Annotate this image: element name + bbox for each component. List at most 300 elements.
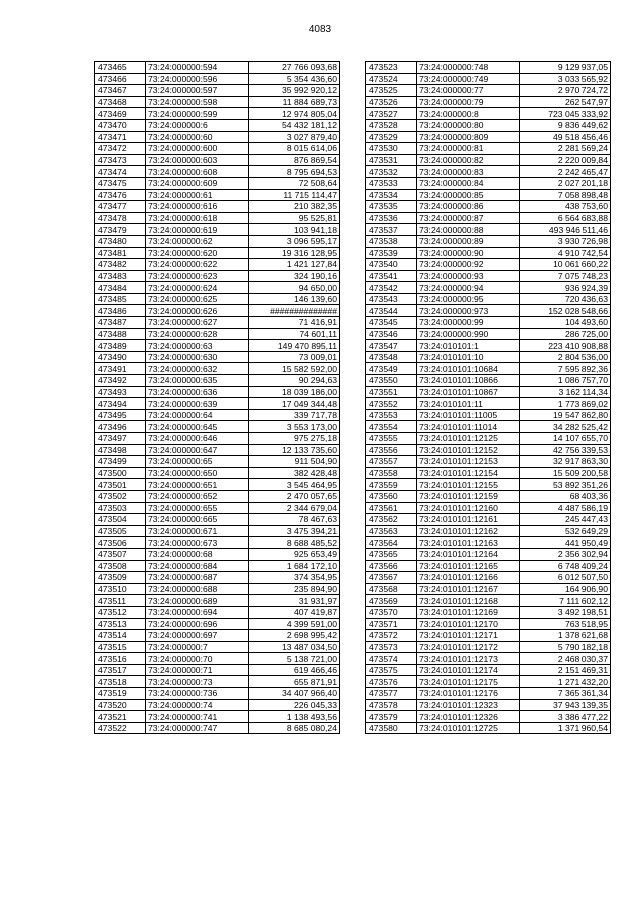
cadastral-number-cell: 73:24:000000:61 (146, 189, 249, 201)
cadastral-number-cell: 73:24:000000:618 (146, 212, 249, 224)
row-number-cell: 473507 (95, 548, 146, 560)
table-row (95, 421, 340, 433)
cadastral-number-cell: 73:24:010101:12171 (417, 630, 520, 642)
row-number-cell: 473575 (366, 664, 417, 676)
table-row (366, 711, 611, 723)
row-number-cell: 473567 (366, 572, 417, 584)
table-row (366, 212, 611, 224)
cadastral-number-cell: 73:24:000000:689 (146, 595, 249, 607)
table-row (95, 444, 340, 456)
cadastral-number-cell: 73:24:000000:696 (146, 618, 249, 630)
row-number-cell: 473555 (366, 433, 417, 445)
value-cell: 2 804 536,00 (520, 351, 611, 363)
value-cell: 34 282 525,42 (520, 421, 611, 433)
value-cell: 18 039 186,00 (249, 386, 340, 398)
table-row (366, 502, 611, 514)
row-number-cell: 473490 (95, 351, 146, 363)
row-number-cell: 473545 (366, 317, 417, 329)
row-number-cell: 473479 (95, 224, 146, 236)
table-row (366, 282, 611, 294)
row-number-cell: 473559 (366, 479, 417, 491)
value-cell: 493 946 511,46 (520, 224, 611, 236)
table-row (95, 340, 340, 352)
cadastral-number-cell: 73:24:000000:70 (146, 653, 249, 665)
cadastral-number-cell: 73:24:010101:12166 (417, 572, 520, 584)
value-cell: 1 086 757,70 (520, 375, 611, 387)
row-number-cell: 473487 (95, 317, 146, 329)
value-cell: 441 950,49 (520, 537, 611, 549)
table-row (95, 259, 340, 271)
value-cell: 14 107 655,70 (520, 433, 611, 445)
cadastral-number-cell: 73:24:000000:809 (417, 131, 520, 143)
table-row (95, 351, 340, 363)
table-row (95, 375, 340, 387)
table-row (95, 479, 340, 491)
table-row (366, 73, 611, 85)
cadastral-number-cell: 73:24:010101:12152 (417, 444, 520, 456)
table-row (95, 548, 340, 560)
cadastral-number-cell: 73:24:000000:639 (146, 398, 249, 410)
row-number-cell: 473574 (366, 653, 417, 665)
value-cell: 2 970 724,72 (520, 85, 611, 97)
row-number-cell: 473481 (95, 247, 146, 259)
table-row (95, 595, 340, 607)
cadastral-number-cell: 73:24:000000:736 (146, 688, 249, 700)
row-number-cell: 473556 (366, 444, 417, 456)
value-cell: 8 015 614,06 (249, 143, 340, 155)
row-number-cell: 473549 (366, 363, 417, 375)
row-number-cell: 473496 (95, 421, 146, 433)
row-number-cell: 473515 (95, 641, 146, 653)
table-row (366, 606, 611, 618)
value-cell: 19 547 862,80 (520, 409, 611, 421)
value-cell: 149 470 895,11 (249, 340, 340, 352)
value-cell: 245 447,43 (520, 514, 611, 526)
row-number-cell: 473531 (366, 154, 417, 166)
value-cell: 6 564 683,88 (520, 212, 611, 224)
row-number-cell: 473539 (366, 247, 417, 259)
value-cell: 9 129 937,05 (520, 62, 611, 74)
table-row (95, 166, 340, 178)
table-row (366, 351, 611, 363)
cadastral-number-cell: 73:24:010101:12175 (417, 676, 520, 688)
row-number-cell: 473520 (95, 699, 146, 711)
value-cell: 223 410 908,88 (520, 340, 611, 352)
cadastral-number-cell: 73:24:000000:599 (146, 108, 249, 120)
value-cell: 5 790 182,18 (520, 641, 611, 653)
cadastral-number-cell: 73:24:000000:655 (146, 502, 249, 514)
cadastral-number-cell: 73:24:010101:12154 (417, 467, 520, 479)
cadastral-number-cell: 73:24:000000:652 (146, 490, 249, 502)
row-number-cell: 473482 (95, 259, 146, 271)
value-cell: 164 906,90 (520, 583, 611, 595)
value-cell: 4 910 742,54 (520, 247, 611, 259)
row-number-cell: 473537 (366, 224, 417, 236)
row-number-cell: 473535 (366, 201, 417, 213)
row-number-cell: 473525 (366, 85, 417, 97)
cadastral-number-cell: 73:24:010101:12159 (417, 490, 520, 502)
table-row (366, 85, 611, 97)
row-number-cell: 473465 (95, 62, 146, 74)
table-row (366, 699, 611, 711)
row-number-cell: 473510 (95, 583, 146, 595)
row-number-cell: 473570 (366, 606, 417, 618)
row-number-cell: 473471 (95, 131, 146, 143)
cadastral-number-cell: 73:24:000000:8 (417, 108, 520, 120)
cadastral-number-cell: 73:24:000000:7 (146, 641, 249, 653)
value-cell: 3 930 726,98 (520, 235, 611, 247)
cadastral-number-cell: 73:24:000000:647 (146, 444, 249, 456)
row-number-cell: 473557 (366, 456, 417, 468)
value-cell: 925 653,49 (249, 548, 340, 560)
value-cell: 2 356 302,94 (520, 548, 611, 560)
value-cell: 4 487 586,19 (520, 502, 611, 514)
cadastral-number-cell: 73:24:000000:673 (146, 537, 249, 549)
table-row (366, 421, 611, 433)
table-row (366, 386, 611, 398)
row-number-cell: 473483 (95, 270, 146, 282)
table-row (95, 409, 340, 421)
cadastral-number-cell: 73:24:000000:87 (417, 212, 520, 224)
table-row (95, 96, 340, 108)
row-number-cell: 473497 (95, 433, 146, 445)
table-row (366, 363, 611, 375)
value-cell: 3 033 565,92 (520, 73, 611, 85)
table-row (95, 676, 340, 688)
value-cell: 17 049 344,48 (249, 398, 340, 410)
table-row (95, 398, 340, 410)
value-cell: 1 684 172,10 (249, 560, 340, 572)
value-cell: 54 432 181,12 (249, 119, 340, 131)
value-cell: 286 725,00 (520, 328, 611, 340)
value-cell: 876 869,54 (249, 154, 340, 166)
row-number-cell: 473548 (366, 351, 417, 363)
cadastral-number-cell: 73:24:010101:12165 (417, 560, 520, 572)
row-number-cell: 473560 (366, 490, 417, 502)
cadastral-number-cell: 73:24:000000:60 (146, 131, 249, 143)
cadastral-number-cell: 73:24:000000:625 (146, 293, 249, 305)
value-cell: 1 421 127,84 (249, 259, 340, 271)
value-cell: 37 943 139,35 (520, 699, 611, 711)
table-row (95, 630, 340, 642)
row-number-cell: 473511 (95, 595, 146, 607)
row-number-cell: 473508 (95, 560, 146, 572)
cadastral-number-cell: 73:24:000000:650 (146, 467, 249, 479)
value-cell: 438 753,60 (520, 201, 611, 213)
value-cell: 1 773 869,02 (520, 398, 611, 410)
table-row (95, 618, 340, 630)
row-number-cell: 473536 (366, 212, 417, 224)
table-row (366, 62, 611, 74)
table-row (95, 653, 340, 665)
cadastral-number-cell: 73:24:000000:88 (417, 224, 520, 236)
table-row (366, 317, 611, 329)
table-row (366, 433, 611, 445)
value-cell: 2 151 469,31 (520, 664, 611, 676)
value-cell: 2 468 030,37 (520, 653, 611, 665)
row-number-cell: 473519 (95, 688, 146, 700)
value-cell: 27 766 093,68 (249, 62, 340, 74)
table-row (95, 201, 340, 213)
table-row (95, 467, 340, 479)
row-number-cell: 473538 (366, 235, 417, 247)
cadastral-number-cell: 73:24:000000:64 (146, 409, 249, 421)
cadastral-number-cell: 73:24:000000:624 (146, 282, 249, 294)
row-number-cell: 473552 (366, 398, 417, 410)
value-cell: 374 354,95 (249, 572, 340, 584)
table-row (366, 305, 611, 317)
cadastral-number-cell: 73:24:000000:626 (146, 305, 249, 317)
row-number-cell: 473572 (366, 630, 417, 642)
value-cell: 95 525,81 (249, 212, 340, 224)
row-number-cell: 473571 (366, 618, 417, 630)
value-cell: 104 493,60 (520, 317, 611, 329)
cadastral-number-cell: 73:24:010101:10 (417, 351, 520, 363)
value-cell: 146 139,60 (249, 293, 340, 305)
cadastral-number-cell: 73:24:010101:10867 (417, 386, 520, 398)
value-cell: 3 475 394,21 (249, 525, 340, 537)
value-cell: 94 650,00 (249, 282, 340, 294)
row-number-cell: 473468 (95, 96, 146, 108)
table-row (95, 305, 340, 317)
value-cell: 3 162 114,34 (520, 386, 611, 398)
value-cell: 1 271 432,20 (520, 676, 611, 688)
value-cell: 655 871,91 (249, 676, 340, 688)
row-number-cell: 473516 (95, 653, 146, 665)
table-row (95, 560, 340, 572)
row-number-cell: 473528 (366, 119, 417, 131)
row-number-cell: 473475 (95, 177, 146, 189)
cadastral-number-cell: 73:24:000000:645 (146, 421, 249, 433)
row-number-cell: 473478 (95, 212, 146, 224)
cadastral-number-cell: 73:24:000000:65 (146, 456, 249, 468)
cadastral-number-cell: 73:24:000000:94 (417, 282, 520, 294)
value-cell: 71 416,91 (249, 317, 340, 329)
cadastral-number-cell: 73:24:010101:12161 (417, 514, 520, 526)
row-number-cell: 473466 (95, 73, 146, 85)
value-cell: 763 518,95 (520, 618, 611, 630)
cadastral-number-cell: 73:24:010101:1 (417, 340, 520, 352)
cadastral-number-cell: 73:24:010101:12172 (417, 641, 520, 653)
table-row (95, 572, 340, 584)
value-cell: 2 281 569,24 (520, 143, 611, 155)
table-row (366, 572, 611, 584)
row-number-cell: 473523 (366, 62, 417, 74)
cadastral-number-cell: 73:24:000000:77 (417, 85, 520, 97)
row-number-cell: 473513 (95, 618, 146, 630)
value-cell: 7 075 748,23 (520, 270, 611, 282)
cadastral-number-cell: 73:24:000000:627 (146, 317, 249, 329)
table-row (95, 502, 340, 514)
table-row (366, 664, 611, 676)
cadastral-number-cell: 73:24:000000:594 (146, 62, 249, 74)
cadastral-number-cell: 73:24:000000:82 (417, 154, 520, 166)
row-number-cell: 473521 (95, 711, 146, 723)
cadastral-number-cell: 73:24:000000:748 (417, 62, 520, 74)
cadastral-number-cell: 73:24:000000:609 (146, 177, 249, 189)
value-cell: 11 884 689,73 (249, 96, 340, 108)
table-row (366, 630, 611, 642)
value-cell: 7 111 602,12 (520, 595, 611, 607)
cadastral-number-cell: 73:24:000000:630 (146, 351, 249, 363)
cadastral-number-cell: 73:24:000000:973 (417, 305, 520, 317)
cadastral-number-cell: 73:24:010101:12725 (417, 722, 520, 734)
cadastral-number-cell: 73:24:000000:608 (146, 166, 249, 178)
row-number-cell: 473506 (95, 537, 146, 549)
cadastral-number-cell: 73:24:000000:628 (146, 328, 249, 340)
cadastral-number-cell: 73:24:010101:12160 (417, 502, 520, 514)
cadastral-number-cell: 73:24:000000:632 (146, 363, 249, 375)
cadastral-number-cell: 73:24:010101:12162 (417, 525, 520, 537)
cadastral-number-cell: 73:24:000000:635 (146, 375, 249, 387)
table-row (95, 154, 340, 166)
value-cell: 2 470 057,65 (249, 490, 340, 502)
value-cell: 34 407 966,40 (249, 688, 340, 700)
value-cell: 74 601,11 (249, 328, 340, 340)
table-row (95, 711, 340, 723)
row-number-cell: 473484 (95, 282, 146, 294)
cadastral-number-cell: 73:24:000000:597 (146, 85, 249, 97)
value-cell: 407 419,87 (249, 606, 340, 618)
row-number-cell: 473489 (95, 340, 146, 352)
row-number-cell: 473480 (95, 235, 146, 247)
cadastral-number-cell: 73:24:000000:600 (146, 143, 249, 155)
cadastral-number-cell: 73:24:000000:85 (417, 189, 520, 201)
row-number-cell: 473514 (95, 630, 146, 642)
table-row (95, 317, 340, 329)
cadastral-number-cell: 73:24:000000:687 (146, 572, 249, 584)
value-cell: 8 685 080,24 (249, 722, 340, 734)
row-number-cell: 473529 (366, 131, 417, 143)
cadastral-number-cell: 73:24:000000:596 (146, 73, 249, 85)
value-cell: 975 275,18 (249, 433, 340, 445)
row-number-cell: 473576 (366, 676, 417, 688)
cadastral-number-cell: 73:24:010101:12173 (417, 653, 520, 665)
value-cell: 15 582 592,00 (249, 363, 340, 375)
row-number-cell: 473542 (366, 282, 417, 294)
value-cell: 73 009,01 (249, 351, 340, 363)
cadastral-number-cell: 73:24:000000:73 (146, 676, 249, 688)
cadastral-number-cell: 73:24:010101:11005 (417, 409, 520, 421)
table-row (95, 85, 340, 97)
cadastral-number-cell: 73:24:000000:671 (146, 525, 249, 537)
value-cell: 936 924,39 (520, 282, 611, 294)
cadastral-number-cell: 73:24:000000:646 (146, 433, 249, 445)
table-row (95, 525, 340, 537)
value-cell: 911 504,90 (249, 456, 340, 468)
table-row (366, 560, 611, 572)
value-cell: 6 012 507,50 (520, 572, 611, 584)
cadastral-number-cell: 73:24:010101:10866 (417, 375, 520, 387)
table-row (95, 363, 340, 375)
row-number-cell: 473470 (95, 119, 146, 131)
table-row (366, 525, 611, 537)
table-row (366, 444, 611, 456)
cadastral-number-cell: 73:24:000000:747 (146, 722, 249, 734)
value-cell: 3 027 879,40 (249, 131, 340, 143)
value-cell: 11 715 114,47 (249, 189, 340, 201)
cadastral-number-cell: 73:24:000000:697 (146, 630, 249, 642)
table-row (95, 119, 340, 131)
cadastral-number-cell: 73:24:000000:623 (146, 270, 249, 282)
value-cell: 1 378 621,68 (520, 630, 611, 642)
value-cell: 7 058 898,48 (520, 189, 611, 201)
table-row (366, 490, 611, 502)
table-row (366, 201, 611, 213)
row-number-cell: 473566 (366, 560, 417, 572)
value-cell: 5 138 721,00 (249, 653, 340, 665)
value-cell: 210 382,35 (249, 201, 340, 213)
value-cell: 262 547,97 (520, 96, 611, 108)
value-cell: 9 836 449,62 (520, 119, 611, 131)
cadastral-number-cell: 73:24:000000:620 (146, 247, 249, 259)
table-row (95, 293, 340, 305)
row-number-cell: 473541 (366, 270, 417, 282)
row-number-cell: 473467 (95, 85, 146, 97)
cadastral-number-cell: 73:24:000000:665 (146, 514, 249, 526)
table-row (95, 699, 340, 711)
row-number-cell: 473477 (95, 201, 146, 213)
table-row (366, 688, 611, 700)
table-row (95, 514, 340, 526)
cadastral-number-cell: 73:24:010101:12163 (417, 537, 520, 549)
table-row (366, 154, 611, 166)
value-cell: 1 138 493,56 (249, 711, 340, 723)
row-number-cell: 473569 (366, 595, 417, 607)
row-number-cell: 473568 (366, 583, 417, 595)
table-row (95, 328, 340, 340)
cadastral-number-cell: 73:24:000000:83 (417, 166, 520, 178)
row-number-cell: 473558 (366, 467, 417, 479)
row-number-cell: 473505 (95, 525, 146, 537)
row-number-cell: 473486 (95, 305, 146, 317)
value-cell: ############## (249, 305, 340, 317)
value-cell: 723 045 333,92 (520, 108, 611, 120)
row-number-cell: 473512 (95, 606, 146, 618)
table-row (95, 664, 340, 676)
cadastral-number-cell: 73:24:000000:89 (417, 235, 520, 247)
cadastral-number-cell: 73:24:000000:616 (146, 201, 249, 213)
row-number-cell: 473579 (366, 711, 417, 723)
value-cell: 72 508,64 (249, 177, 340, 189)
table-row (95, 386, 340, 398)
row-number-cell: 473544 (366, 305, 417, 317)
value-cell: 3 096 595,17 (249, 235, 340, 247)
value-cell: 339 717,78 (249, 409, 340, 421)
row-number-cell: 473565 (366, 548, 417, 560)
value-cell: 324 190,16 (249, 270, 340, 282)
value-cell: 226 045,33 (249, 699, 340, 711)
table-row (95, 583, 340, 595)
value-cell: 42 756 339,53 (520, 444, 611, 456)
value-cell: 8 688 485,52 (249, 537, 340, 549)
table-row (366, 224, 611, 236)
table-row (95, 131, 340, 143)
table-row (366, 722, 611, 734)
value-cell: 31 931,97 (249, 595, 340, 607)
table-row (366, 641, 611, 653)
value-cell: 235 894,90 (249, 583, 340, 595)
value-cell: 13 487 034,50 (249, 641, 340, 653)
cadastral-number-cell: 73:24:010101:12155 (417, 479, 520, 491)
cadastral-number-cell: 73:24:000000:749 (417, 73, 520, 85)
value-cell: 10 061 660,22 (520, 259, 611, 271)
cadastral-number-cell: 73:24:000000:603 (146, 154, 249, 166)
table-row (366, 340, 611, 352)
row-number-cell: 473474 (95, 166, 146, 178)
value-cell: 1 371 960,54 (520, 722, 611, 734)
row-number-cell: 473500 (95, 467, 146, 479)
